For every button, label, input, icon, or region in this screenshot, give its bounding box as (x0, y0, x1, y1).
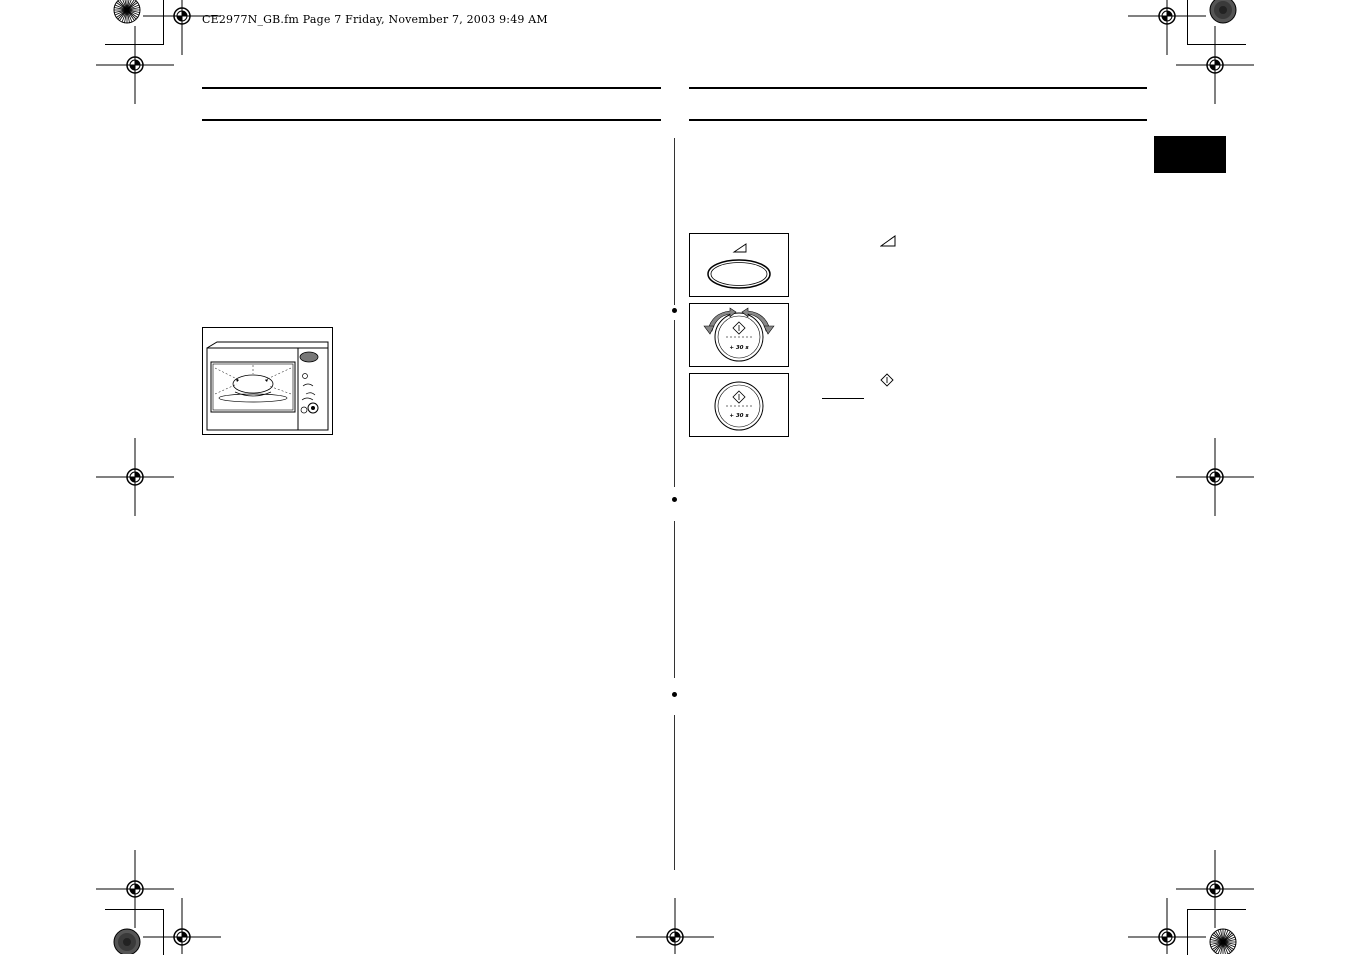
file-info-header: CE2977N_GB.fm Page 7 Friday, November 7, 2003 9:49 AM (202, 13, 548, 26)
language-tab (1154, 136, 1226, 173)
center-divider-3 (674, 521, 675, 678)
result-underline (822, 398, 864, 399)
dial-press-illustration (689, 373, 789, 437)
start-symbol-icon (880, 373, 894, 387)
center-divider-1 (674, 138, 675, 305)
divider-bullet-2 (672, 497, 677, 502)
left-column-bottom-rule (202, 119, 661, 121)
door-symbol-icon (880, 235, 896, 247)
divider-bullet-3 (672, 692, 677, 697)
microwave-drawing (203, 328, 332, 434)
right-column-bottom-rule (689, 119, 1147, 121)
microwave-illustration (202, 327, 333, 435)
timer-label-a: + 30 s (729, 345, 749, 351)
left-column-top-rule (202, 87, 661, 89)
door-button-illustration (689, 233, 789, 297)
divider-bullet-1 (672, 308, 677, 313)
timer-label-b: + 30 s (729, 413, 749, 419)
center-divider-2 (674, 320, 675, 487)
center-divider-4 (674, 715, 675, 870)
right-column-top-rule (689, 87, 1147, 89)
dial-turn-illustration (689, 303, 789, 367)
